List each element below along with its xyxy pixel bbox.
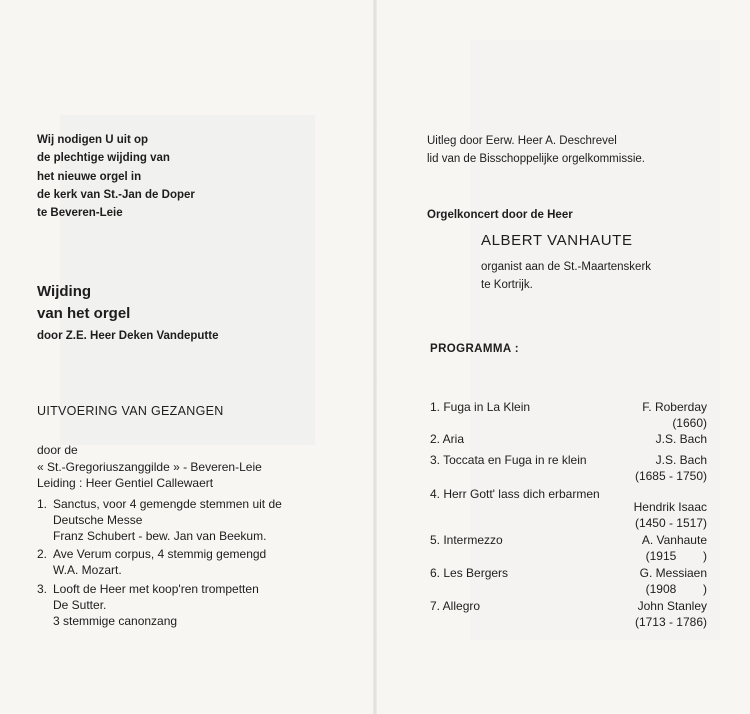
uitvoering-heading: UITVOERING VAN GEZANGEN xyxy=(37,404,224,418)
program-title: 7. Allegro xyxy=(430,599,481,613)
program-years: (1915 ) xyxy=(645,549,707,563)
program-composer: G. Messiaen xyxy=(639,566,707,580)
invitation-line: te Beveren-Leie xyxy=(37,207,123,220)
wijding-heading xyxy=(37,281,130,325)
song-line: Deutsche Messe xyxy=(53,512,143,527)
choir-credit-line: door de xyxy=(37,443,78,457)
song-number: 3. xyxy=(37,582,48,596)
choir-credit-line: « St.-Gregoriuszanggilde » - Beveren-Leie xyxy=(37,459,262,474)
song-line: W.A. Mozart. xyxy=(53,562,122,577)
song-item xyxy=(37,547,266,579)
invitation-text xyxy=(37,131,195,222)
invitation-line: het nieuwe orgel in xyxy=(37,170,142,183)
program-composer: F. Roberday xyxy=(642,400,707,414)
invitation-line: de kerk van St.-Jan de Doper xyxy=(37,188,195,201)
invitation-line: Wij nodigen U uit op xyxy=(37,134,149,146)
song-line: Franz Schubert - bew. Jan van Beekum. xyxy=(53,528,267,543)
explanation-line: lid van de Bisschoppelijke orgelkommissie. xyxy=(427,152,645,165)
explanation-line: Uitleg door Eerw. Heer A. Deschrevel xyxy=(427,135,617,147)
song-number: 1. xyxy=(37,497,48,511)
choir-leader: Leiding : Heer Gentiel Callewaert xyxy=(37,476,214,490)
song-item xyxy=(37,582,259,629)
song-number: 2. xyxy=(37,547,48,561)
program-years: (1685 - 1750) xyxy=(634,469,707,483)
program-composer: A. Vanhaute xyxy=(641,533,707,547)
song-item xyxy=(37,497,282,544)
program-composer: J.S. Bach xyxy=(655,453,707,467)
song-line: 3 stemmige canonzang xyxy=(53,613,178,628)
program-composer: Hendrik Isaac xyxy=(633,500,707,514)
wijding-heading-line: Wijding xyxy=(37,283,92,300)
program-years: (1713 - 1786) xyxy=(634,615,707,629)
program-composer: John Stanley xyxy=(637,599,707,613)
program-title: 4. Herr Gott' lass dich erbarmen xyxy=(430,487,600,501)
song-line: Ave Verum corpus, 4 stemmig gemengd xyxy=(53,547,267,561)
program-heading: PROGRAMMA : xyxy=(430,343,519,355)
program-composer: J.S. Bach xyxy=(655,432,707,446)
organist-name: ALBERT VANHAUTE xyxy=(481,232,633,249)
song-line: Looft de Heer met koop'ren trompetten xyxy=(53,582,259,596)
program-title: 2. Aria xyxy=(430,432,465,446)
song-line: Sanctus, voor 4 gemengde stemmen uit de xyxy=(53,497,282,511)
song-line: De Sutter. xyxy=(53,597,107,612)
wijding-officiant: door Z.E. Heer Deken Vandeputte xyxy=(37,330,219,342)
program-title: 6. Les Bergers xyxy=(430,566,509,580)
wijding-heading-line: van het orgel xyxy=(37,305,131,322)
invitation-line: de plechtige wijding van xyxy=(37,152,170,165)
organist-role-line: organist aan de St.-Maartenskerk xyxy=(481,261,652,273)
center-fold xyxy=(373,0,377,714)
organist-role-line: te Kortrijk. xyxy=(481,278,533,291)
program-title: 1. Fuga in La Klein xyxy=(430,400,531,414)
choir-credit xyxy=(37,442,262,475)
program-years: (1450 - 1517) xyxy=(634,516,707,530)
organist-role xyxy=(481,259,651,294)
concert-intro: Orgelkoncert door de Heer xyxy=(427,209,573,221)
program-title: 5. Intermezzo xyxy=(430,533,503,547)
program-years: (1908 ) xyxy=(645,582,707,596)
program-years: (1660) xyxy=(672,416,707,430)
program-title: 3. Toccata en Fuga in re klein xyxy=(430,453,587,467)
explanation-credit xyxy=(427,133,645,168)
